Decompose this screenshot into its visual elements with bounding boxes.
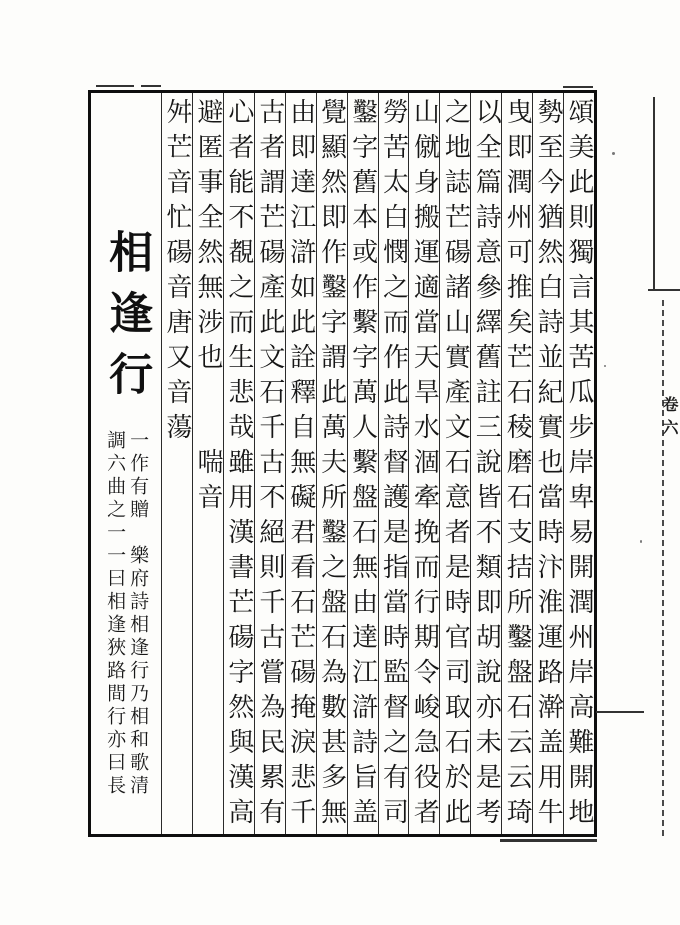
text-column xyxy=(532,93,563,834)
text-column xyxy=(192,93,223,834)
column-text: 避匿事全然無涉也 喘音 xyxy=(192,98,223,518)
title-annotation-right: 一作有贈 樂府詩相逢行乃相和歌清 xyxy=(127,430,150,798)
scan-speck xyxy=(612,152,615,155)
bottom-border-extra xyxy=(500,839,597,842)
text-column xyxy=(563,93,594,834)
top-border-dash xyxy=(563,86,593,88)
page-frame xyxy=(88,90,597,837)
column-text: 古者謂芒碭產此文石千古不絕則千古嘗為民累有 xyxy=(254,98,285,833)
text-column xyxy=(223,93,254,834)
text-column xyxy=(470,93,501,834)
column-text: 勢至今猶然白詩並紀實也當時汴淮運路澣盖用牛 xyxy=(533,98,564,833)
margin-tick xyxy=(648,289,680,291)
column-text: 曳即潤州可推矣芒石稜磨石支拮所鑿盤石云云琦 xyxy=(502,98,533,833)
top-border-dash xyxy=(141,85,161,87)
text-column xyxy=(254,93,285,834)
column-text: 之地誌芒碭諸山實產文石意者是時官司取石於此 xyxy=(440,98,471,833)
column-text: 山僦身搬運適當天旱水涸牽挽而行期令峻急役者 xyxy=(409,98,440,833)
title-annotation xyxy=(104,430,150,798)
column-text: 由即達江滸如此詮釋自無礙君看石芒碭掩淚悲千 xyxy=(285,98,316,833)
text-column xyxy=(378,93,409,834)
column-text: 心者能不覩之而生悲哉雖用漢書芒碭字然與漢高 xyxy=(223,98,254,833)
poem-title-column xyxy=(91,93,161,834)
text-column xyxy=(347,93,378,834)
top-border-dash xyxy=(96,85,134,87)
volume-marker: 卷六 xyxy=(660,396,679,442)
text-column xyxy=(439,93,470,834)
column-text: 勞苦太白憫之而作此詩督護是指當時監督之有司 xyxy=(378,98,409,833)
text-column xyxy=(316,93,347,834)
text-column xyxy=(161,93,192,834)
column-text: 舛芒音忙碭音唐又音蕩 xyxy=(162,98,193,448)
column-text: 鑿字舊本或作繫字萬人繫盤石無由達江滸詩旨盖 xyxy=(347,98,378,833)
column-text: 覺顯然即作鑿字謂此萬夫所鑿之盤石為數甚多無 xyxy=(316,98,347,833)
scan-speck xyxy=(640,540,642,543)
title-annotation-left: 調六曲之一一曰相逢狹路間行亦曰長 xyxy=(104,430,127,798)
text-column xyxy=(408,93,439,834)
margin-tick xyxy=(596,711,644,713)
poem-title: 相逢行 xyxy=(101,229,153,412)
column-text: 以全篇詩意參繹舊註三說皆不類即胡說亦未是考 xyxy=(471,98,502,833)
column-text: 頌美此則獨言其苦瓜步岸卑易開潤州岸高難開地 xyxy=(564,98,594,833)
text-column xyxy=(501,93,532,834)
fold-line xyxy=(662,300,664,836)
margin-line-fragment xyxy=(653,97,655,290)
text-column xyxy=(285,93,316,834)
scan-speck xyxy=(604,365,606,367)
